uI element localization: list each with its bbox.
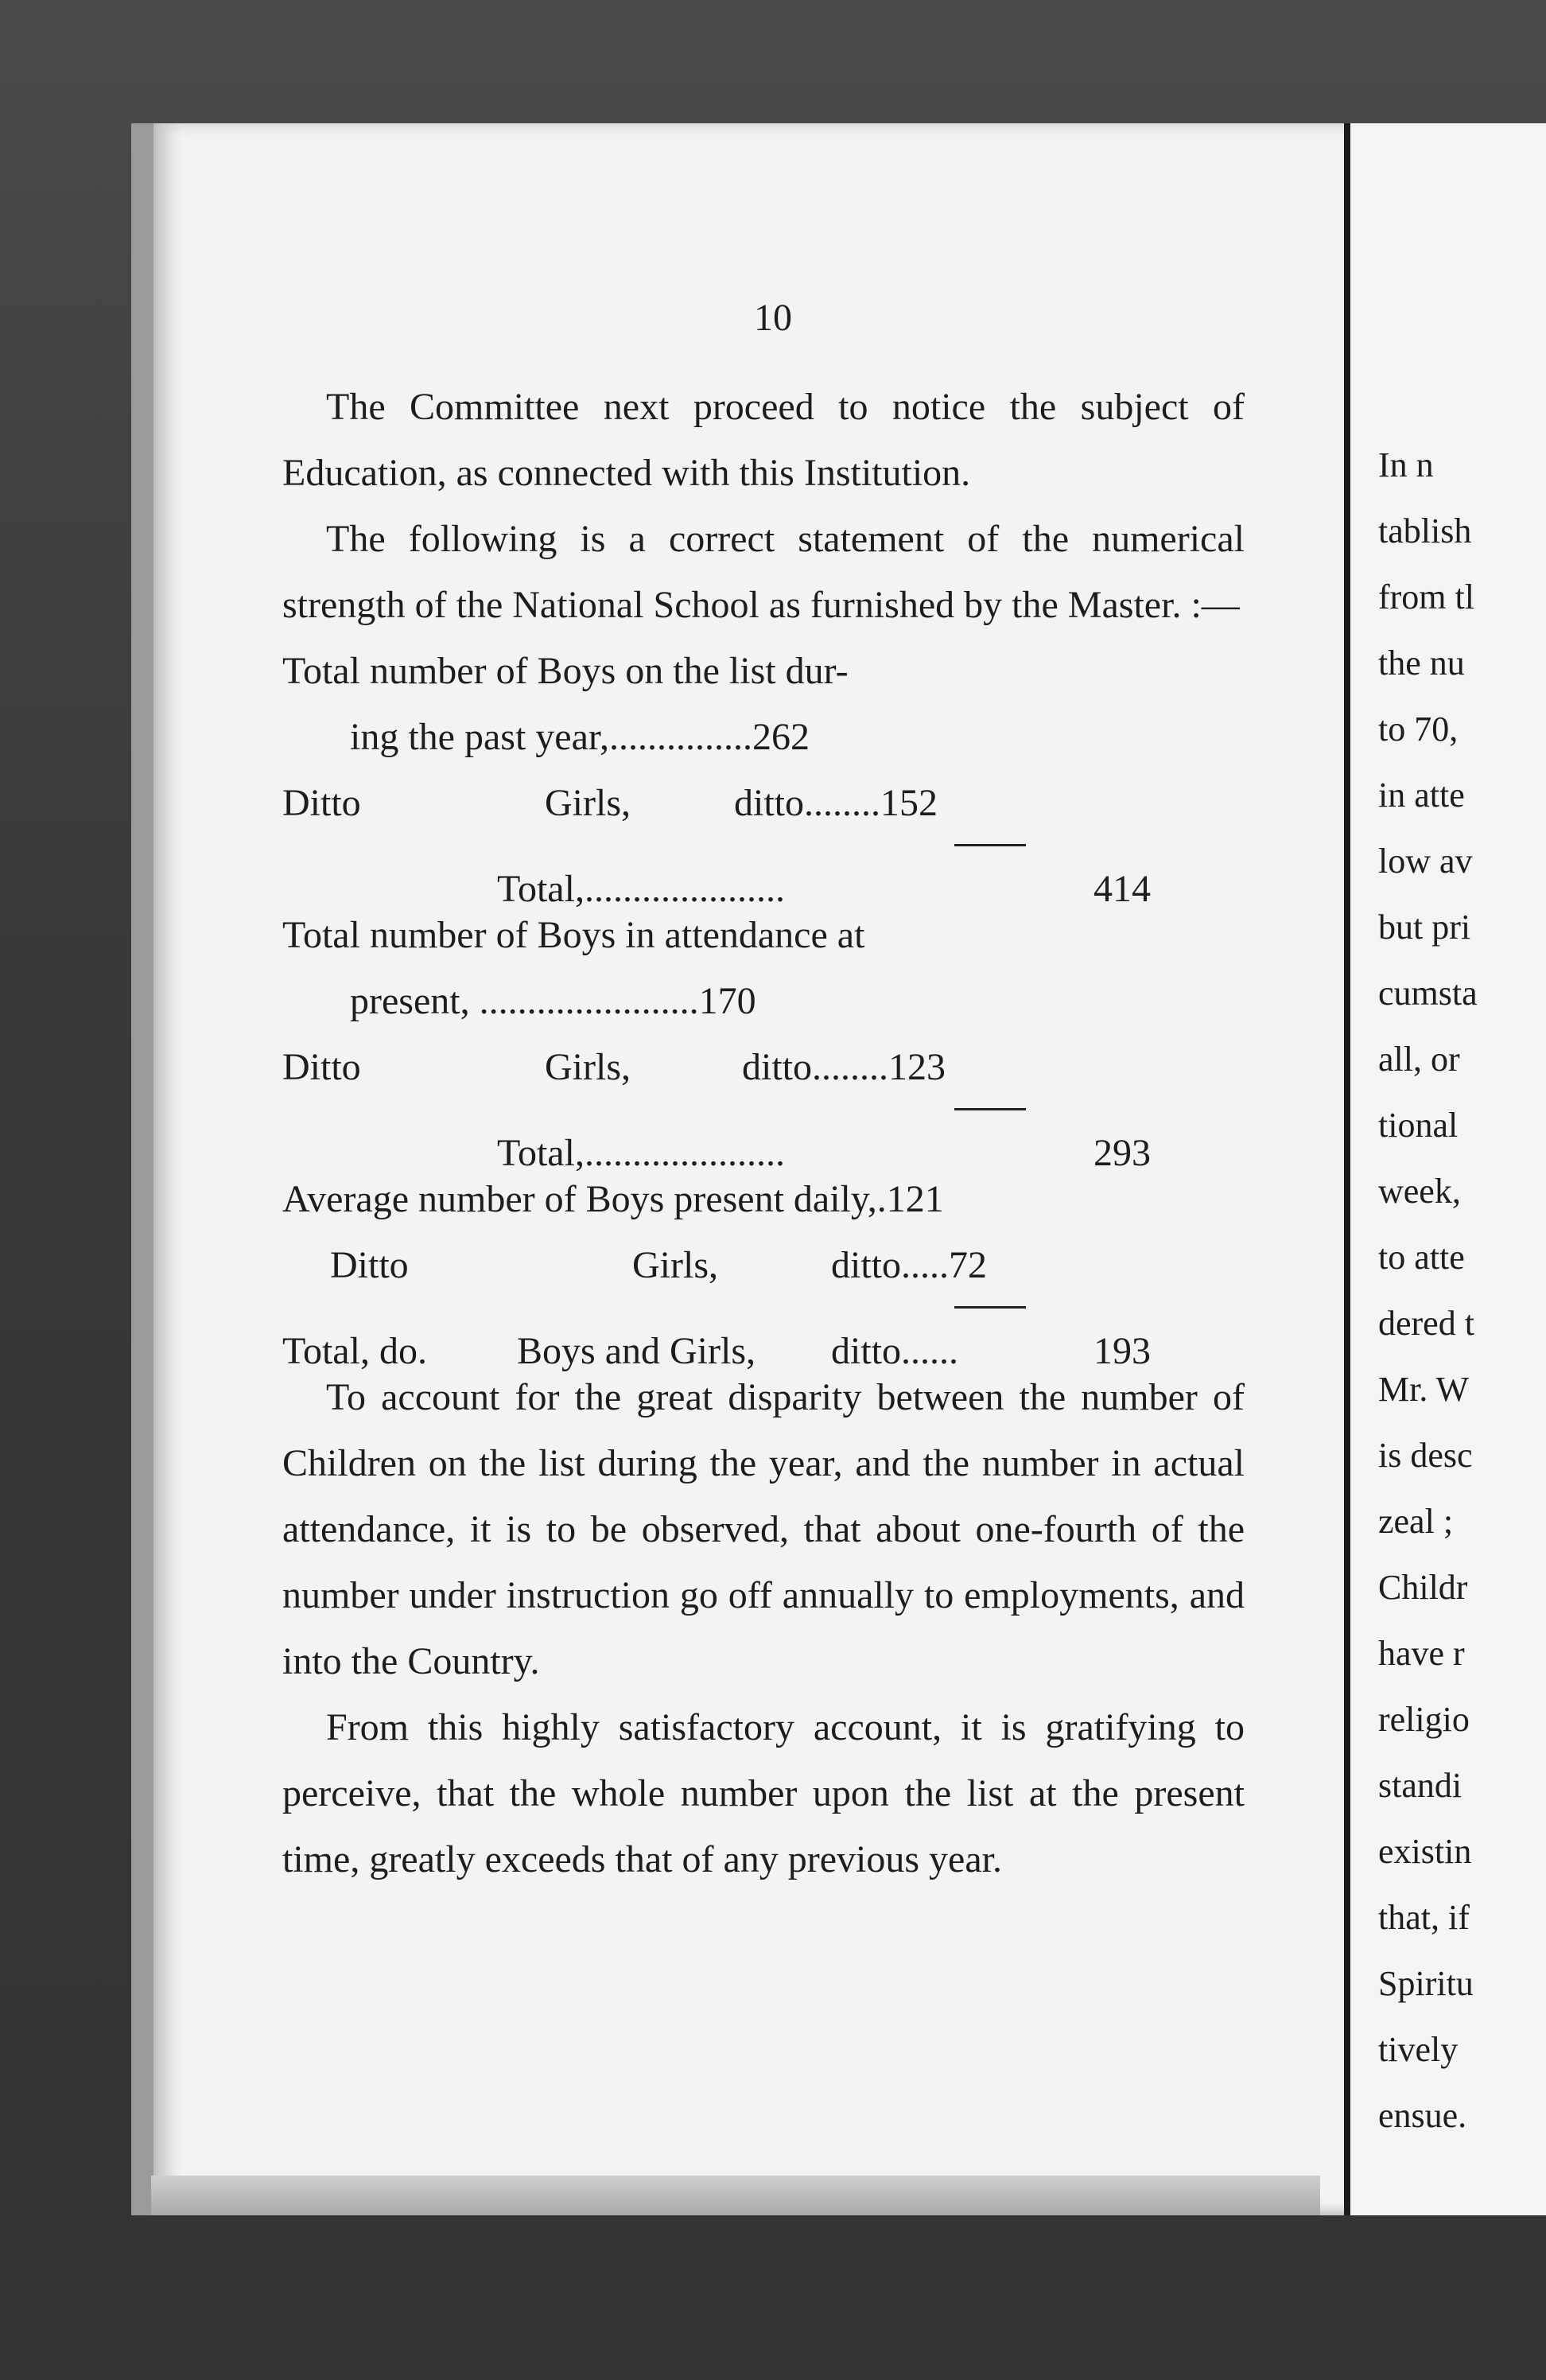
page-bottom-edge: [151, 2176, 1320, 2215]
average-girls-ditto: Ditto: [330, 1244, 409, 1286]
total-rule-1: [954, 844, 1026, 846]
girls-list-ditto: Ditto: [282, 782, 361, 824]
right-page-line: have r: [1378, 1634, 1465, 1673]
average-girls-girls: Girls,: [632, 1244, 718, 1286]
enrollment-table: [282, 638, 1245, 1372]
girls-list-girls: Girls,: [545, 782, 631, 824]
total-1-value: 414: [1093, 868, 1151, 910]
right-page-line: to atte: [1378, 1238, 1465, 1277]
right-page-line: low av: [1378, 842, 1473, 881]
right-page-line: existin: [1378, 1832, 1472, 1871]
girls-list-value: ditto........152: [734, 782, 938, 824]
total-rule-2: [954, 1108, 1026, 1110]
average-girls-value: ditto.....72: [831, 1244, 988, 1286]
right-page-line: religio: [1378, 1700, 1470, 1739]
right-page-line: zeal ;: [1378, 1502, 1454, 1541]
right-page-line: Mr. W: [1378, 1370, 1470, 1409]
right-page-line: all, or: [1378, 1040, 1460, 1079]
boys-attendance-label: Total number of Boys in attendance at: [282, 914, 865, 956]
average-boys: Average number of Boys present daily,.121: [282, 1178, 944, 1220]
girls-attendance-girls: Girls,: [545, 1046, 631, 1088]
page-number: 10: [754, 297, 792, 339]
boys-attendance-value: present, .......................170: [350, 980, 756, 1022]
girls-attendance-ditto: Ditto: [282, 1046, 361, 1088]
right-page-line: dered t: [1378, 1304, 1474, 1343]
paragraph-intro-1: The Committee next proceed to notice the subject of Education, as connected with this Institution.: [282, 386, 1245, 494]
right-page: [1344, 123, 1546, 2215]
right-page-line: standi: [1378, 1766, 1462, 1805]
right-page-line: Childr: [1378, 1568, 1468, 1607]
girls-attendance-value: ditto........123: [742, 1046, 946, 1088]
total-3-label: Total, do.: [282, 1330, 427, 1372]
right-page-line: tablish: [1378, 511, 1472, 550]
right-page-line: to 70,: [1378, 710, 1459, 749]
right-page-line: cumsta: [1378, 974, 1478, 1013]
right-page-line: is desc: [1378, 1436, 1473, 1475]
right-page-line: In n: [1378, 445, 1434, 484]
total-3-value: 193: [1093, 1330, 1151, 1372]
paragraph-satisfactory: From this highly satisfactory account, it is gratifying to perceive, that the whole number upon the list at the present time, greatly exceeds that of any previous year.: [282, 1706, 1245, 1880]
total-rule-3: [954, 1306, 1026, 1309]
total-3-ditto: ditto......: [831, 1330, 959, 1372]
total-3-boys-girls: Boys and Girls,: [517, 1330, 756, 1372]
right-page-line: Spiritu: [1378, 1964, 1474, 2003]
total-2-label: Total,.....................: [497, 1132, 785, 1174]
total-1-label: Total,.....................: [497, 868, 785, 910]
right-page-line: from tl: [1378, 578, 1474, 616]
paragraph-disparity: To account for the great disparity between the number of Children on the list during the year, and the number in actual attendance, it is to be observed, that about one-fourth of the number under instruction go off annually to employments, and into the Country.: [282, 1376, 1245, 1682]
right-page-line: ensue.: [1378, 2096, 1467, 2135]
text-block: [282, 374, 1245, 1892]
total-2-value: 293: [1093, 1132, 1151, 1174]
paragraph-intro-2: The following is a correct statement of the numerical strength of the National School as furnished by the Master. :—: [282, 518, 1245, 626]
boys-list-value: ing the past year,...............262: [350, 716, 810, 758]
right-page-line: tively: [1378, 2030, 1459, 2069]
right-page-line: but pri: [1378, 908, 1471, 947]
right-page-line: week,: [1378, 1172, 1461, 1211]
boys-list-label: Total number of Boys on the list dur-: [282, 650, 849, 692]
right-page-text: [1378, 432, 1478, 2149]
right-page-line: that, if: [1378, 1898, 1470, 1937]
right-page-line: in atte: [1378, 776, 1465, 815]
right-page-line: the nu: [1378, 644, 1465, 682]
right-page-line: tional: [1378, 1106, 1459, 1145]
